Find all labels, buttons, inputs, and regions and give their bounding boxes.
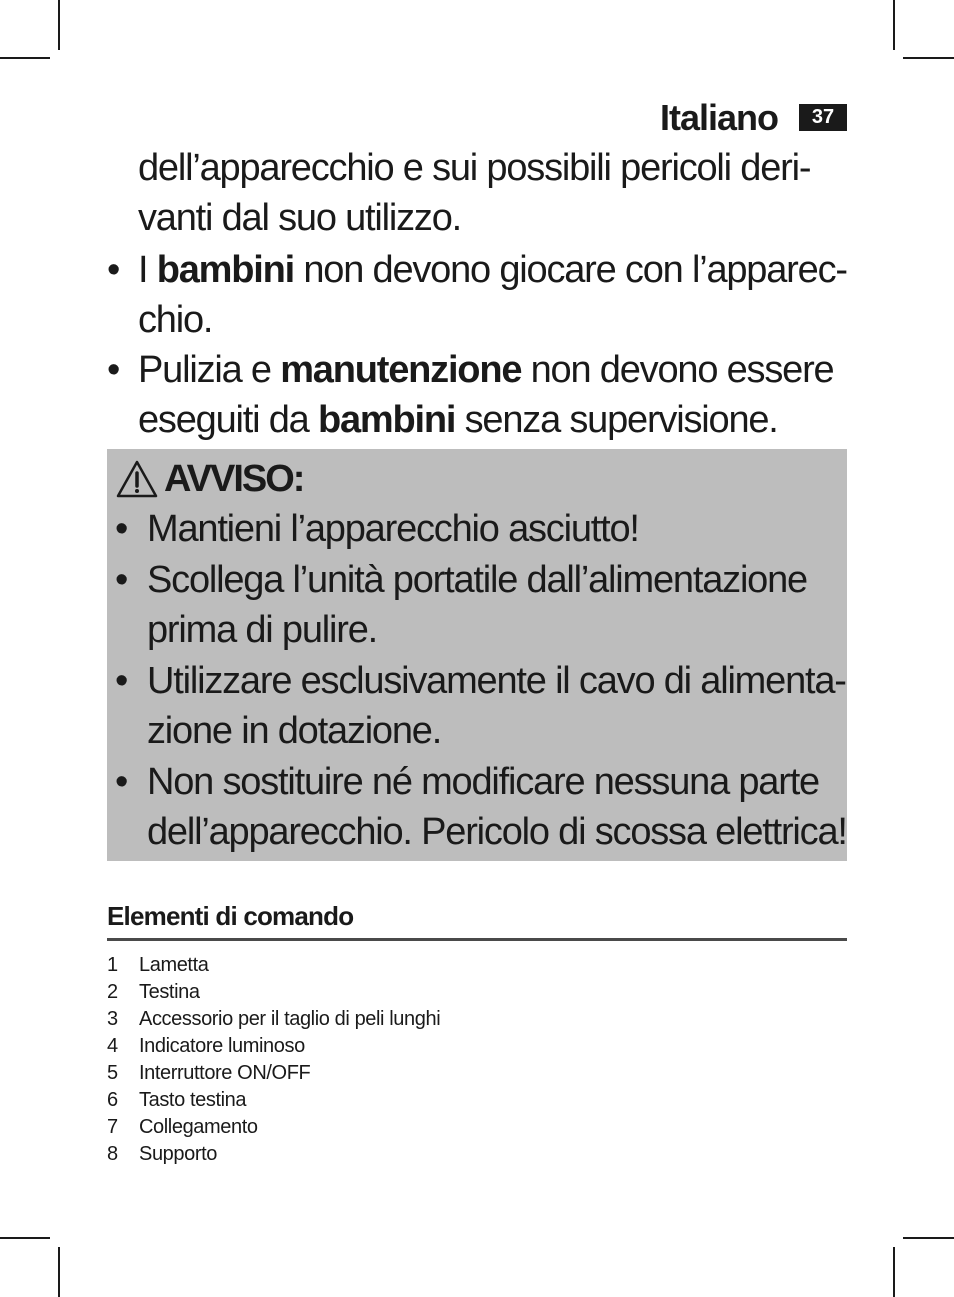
warning-box — [107, 449, 847, 861]
warning-item: Non sostituire né modificare nessuna parte — [147, 761, 819, 803]
bullet-dot: • — [107, 349, 121, 391]
warning-item: Utilizzare esclusivamente il cavo di alimenta- — [147, 660, 846, 702]
section-title: Elementi di comando — [107, 901, 354, 931]
bullet-dot: • — [115, 660, 129, 702]
part-number: 2 — [107, 981, 118, 1003]
part-label: Testina — [139, 981, 200, 1003]
part-number: 8 — [107, 1143, 118, 1165]
warning-item: Scollega l’unità portatile dall’alimentazione — [147, 559, 807, 601]
crop-mark — [903, 57, 954, 59]
continuation-line: vanti dal suo utilizzo. — [138, 197, 462, 239]
emphasis: manutenzione — [280, 349, 522, 391]
warning-title: AVVISO: — [164, 458, 304, 500]
crop-mark — [58, 0, 60, 50]
page-number-badge: 37 — [799, 104, 847, 131]
part-number: 6 — [107, 1089, 118, 1111]
warning-item-continuation: dell’apparecchio. Pericolo di scossa elettrica! — [147, 811, 847, 853]
section-divider — [107, 938, 847, 941]
warning-item: Mantieni l’apparecchio asciutto! — [147, 508, 639, 550]
part-label: Interruttore ON/OFF — [139, 1062, 311, 1084]
warning-item-continuation: zione in dotazione. — [147, 710, 442, 752]
crop-mark — [58, 1247, 60, 1297]
part-label: Collegamento — [139, 1116, 258, 1138]
part-label: Supporto — [139, 1143, 217, 1165]
emphasis: bambini — [317, 399, 456, 441]
part-number: 4 — [107, 1035, 118, 1057]
part-label: Lametta — [139, 954, 209, 976]
warning-triangle-icon — [115, 459, 159, 499]
part-number: 3 — [107, 1008, 118, 1030]
list-item-continuation: eseguiti da bambini senza supervisione. — [138, 399, 778, 441]
crop-mark — [893, 1247, 895, 1297]
bullet-dot: • — [115, 761, 129, 803]
crop-mark — [0, 1237, 50, 1239]
bullet-dot: • — [107, 249, 121, 291]
part-number: 1 — [107, 954, 118, 976]
part-label: Tasto testina — [139, 1089, 247, 1111]
part-number: 7 — [107, 1116, 118, 1138]
emphasis: bambini — [156, 249, 294, 291]
list-item-continuation: chio. — [138, 299, 213, 341]
crop-mark — [0, 57, 50, 59]
bullet-dot: • — [115, 559, 129, 601]
crop-mark — [903, 1237, 954, 1239]
crop-mark — [893, 0, 895, 50]
list-item: I bambini non devono giocare con l’apparec- — [138, 249, 847, 291]
part-label: Indicatore luminoso — [139, 1035, 305, 1057]
continuation-line: dell’apparecchio e sui possibili pericoli deri- — [138, 147, 811, 189]
part-label: Accessorio per il taglio di peli lunghi — [139, 1008, 441, 1030]
bullet-dot: • — [115, 508, 129, 550]
warning-item-continuation: prima di pulire. — [147, 609, 378, 651]
list-item: Pulizia e manutenzione non devono essere — [138, 349, 834, 391]
part-number: 5 — [107, 1062, 118, 1084]
page-language: Italiano — [659, 97, 778, 138]
